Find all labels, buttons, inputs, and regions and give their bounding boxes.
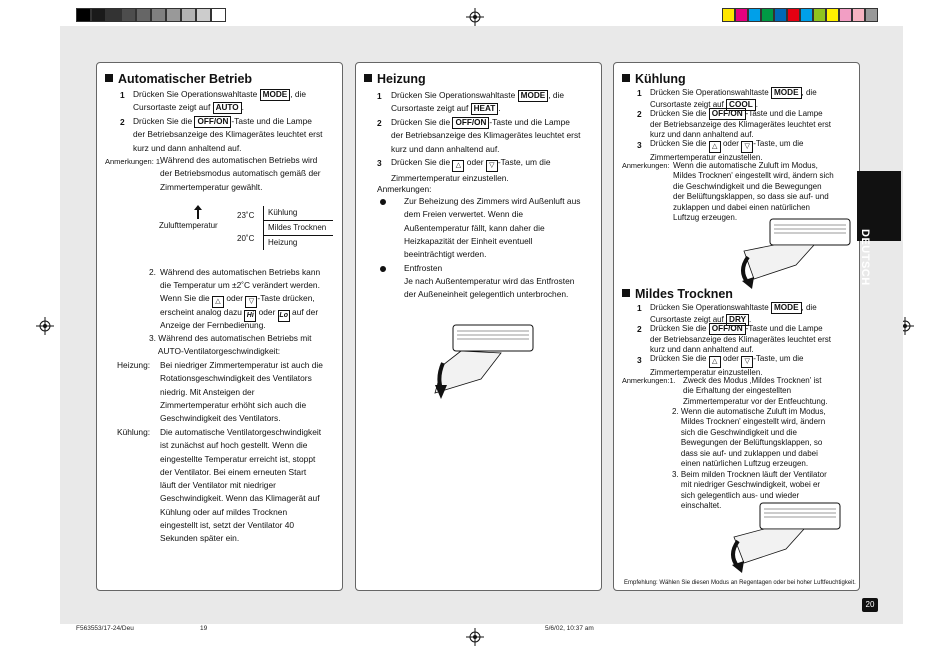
calibration-swatch — [748, 8, 761, 22]
calibration-swatch — [774, 8, 787, 22]
cooling-note: Wenn die automatische Zuluft im Modus, Mildes Trocknen' eingestellt wird, ändern sich die Geschwindigkeit und die Bewegungen der Belüftungsklappen, so dass sie auf- und zuklappen und dabei einen natürlichen Luftzug erzeugen. — [673, 161, 834, 223]
lo-display-icon: Lo — [278, 310, 290, 322]
up-triangle-icon: △ — [709, 141, 721, 153]
cool-key: COOL — [726, 99, 756, 111]
dry-key: DRY — [726, 314, 749, 326]
calibration-swatch — [136, 8, 151, 22]
bullet-icon — [380, 199, 386, 205]
air-conditioner-cooling-illustration — [734, 217, 854, 293]
cooling-text: Die automatische Ventilatorgeschwindigkeit ist zunächst auf hoch gestellt. Wenn die eingestellte Temperatur erreicht ist, stoppt der Ventilator. Bei einem erneuten Start läuft der Ventilator mit niedriger Geschwindigkeit. Wenn das Klimagerät auf Kühlung oder auf mildes Trocknen eingestellt ist, setzt der Ventilator 40 Sekunden später ein. — [160, 427, 322, 544]
step-number: 3 — [637, 355, 642, 365]
step-3-text: Drücken Sie die △ oder ▽ -Taste, um die Zimmertemperatur einzustellen. — [391, 157, 551, 183]
off-on-key: OFF/ON — [709, 108, 746, 120]
diagram-ylabel: Zulufttemperatur — [159, 221, 218, 230]
calibration-swatch — [166, 8, 181, 22]
up-arrow-icon — [193, 205, 203, 219]
calibration-swatch — [865, 8, 878, 22]
step-3-text: Drücken Sie die △ oder ▽ -Taste, um die Zimmertemperatur einzustellen. — [650, 354, 804, 377]
calibration-swatch — [91, 8, 106, 22]
off-on-key: OFF/ON — [194, 116, 231, 128]
section-title: Heizung — [364, 72, 426, 86]
calibration-swatch — [151, 8, 166, 22]
calibration-swatch — [106, 8, 121, 22]
notes-label: Anmerkungen:1. — [622, 376, 676, 385]
calibration-swatch — [735, 8, 748, 22]
step-1-text: Drücken Sie Operationswahltaste MODE , die Cursortaste zeigt auf DRY . — [650, 303, 817, 324]
calibration-swatch — [787, 8, 800, 22]
step-2-text: Drücken Sie die OFF/ON -Taste und die Lampe der Betriebsanzeige des Klimagerätes leuchtet erst kurz und dann anhaltend auf. — [650, 109, 831, 140]
note-3: 3. Während des automatischen Betriebs mit AUTO-Ventilatorgeschwindigkeit: — [149, 333, 312, 357]
calibration-swatch — [839, 8, 852, 22]
mode-key: MODE — [771, 87, 802, 99]
off-on-key: OFF/ON — [709, 323, 746, 335]
note-1: Während des automatischen Betriebs wird der Betriebsmodus automatisch gemäß der Zimmertemperatur gewählt. — [160, 155, 321, 192]
mode-key: MODE — [260, 89, 291, 101]
registration-mark-bottom — [466, 628, 484, 646]
notes-label: Anmerkungen: — [622, 161, 670, 170]
calibration-swatch — [196, 8, 211, 22]
step-number: 2 — [120, 117, 125, 127]
notes-label: Anmerkungen: 1. — [105, 157, 163, 166]
mode-cooling: Kühlung — [268, 208, 298, 217]
step-2-text: Drücken Sie die OFF/ON -Taste und die Lampe der Betriebsanzeige des Klimagerätes leuchtet erst kurz und dann anhaltend auf. — [650, 324, 831, 355]
step-1-text: Drücken Sie Operationswahltaste MODE , die Cursortaste zeigt auf AUTO . — [133, 89, 307, 113]
step-number: 2 — [637, 109, 642, 119]
cooling-label: Kühlung: — [117, 427, 151, 437]
step-number: 1 — [377, 91, 382, 101]
step-number: 2 — [377, 118, 382, 128]
footer-file: F563553/17-24/Deu — [76, 625, 134, 632]
calibration-swatch — [852, 8, 865, 22]
section-heating — [355, 62, 602, 591]
step-2-text: Drücken Sie die OFF/ON -Taste und die Lampe der Betriebsanzeige des Klimagerätes leuchtet erst kurz und dann anhaltend auf. — [391, 117, 581, 154]
page-number: 20 — [862, 598, 878, 612]
up-triangle-icon: △ — [709, 356, 721, 368]
up-triangle-icon: △ — [212, 296, 224, 308]
step-2-text: Drücken Sie die OFF/ON -Taste und die Lampe der Betriebsanzeige des Klimagerätes leuchtet erst kurz und dann anhaltend auf. — [133, 116, 323, 153]
calibration-swatch — [211, 8, 226, 22]
note-2-line4: erscheint analog dazu Hi oder Lo auf der — [160, 306, 318, 322]
mode-dry: Mildes Trocknen — [268, 223, 327, 232]
section-title-cooling: Kühlung — [622, 72, 686, 86]
calibration-swatch — [761, 8, 774, 22]
dry-note-3: 3. Beim milden Trocknen läuft der Ventilator mit niedriger Geschwindigkeit, wobei er sich gelegentlich aus- und wieder einschaltet. — [672, 470, 827, 511]
section-cooling-dry — [613, 62, 860, 591]
registration-mark-left — [36, 317, 54, 335]
recommendation: Empfehlung: Wählen Sie diesen Modus an Regentagen oder bei hoher Luftfeuchtigkeit. — [624, 580, 856, 586]
note-2-line3: Wenn Sie die △ oder ▽ -Taste drücken, — [160, 292, 315, 308]
note-2-text: Während des automatischen Betriebs kann die Temperatur um ±2˚C verändert werden. — [160, 267, 321, 291]
step-number: 1 — [120, 90, 125, 100]
language-tab: DEUTSCH — [857, 171, 901, 241]
down-triangle-icon: ▽ — [245, 296, 257, 308]
note-bullet-1: Zur Beheizung des Zimmers wird Außenluft aus dem Freien verwertet. Wenn die Außentemperatur fällt, kann daher die Heizkapazität der Einheit eventuell beeinträchtigt werden. — [404, 196, 581, 260]
footer-page: 19 — [200, 625, 208, 632]
mode-heating: Heizung — [268, 238, 298, 247]
calibration-swatch — [722, 8, 735, 22]
step-number: 3 — [637, 140, 642, 150]
calibration-swatch — [813, 8, 826, 22]
registration-mark-top — [466, 8, 484, 26]
down-triangle-icon: ▽ — [741, 356, 753, 368]
step-1-text: Drücken Sie Operationswahltaste MODE , die Cursortaste zeigt auf COOL . — [650, 88, 817, 109]
step-number: 1 — [637, 88, 642, 98]
up-triangle-icon: △ — [452, 160, 464, 172]
bullet-icon — [380, 266, 386, 272]
step-number: 1 — [637, 303, 642, 313]
hi-display-icon: Hi — [244, 310, 256, 322]
heat-key: HEAT — [471, 103, 499, 115]
defrost-text: Je nach Außentemperatur wird das Entfrosten der Außeneinheit gelegentlich unterbrochen. — [404, 276, 575, 300]
down-triangle-icon: ▽ — [741, 141, 753, 153]
section-auto — [96, 62, 343, 591]
step-number: 3 — [377, 158, 382, 168]
temp-23: 23˚C — [237, 211, 255, 220]
auto-key: AUTO — [213, 102, 242, 114]
temp-20: 20˚C — [237, 234, 255, 243]
section-title-dry: Mildes Trocknen — [622, 287, 733, 301]
calibration-swatch — [800, 8, 813, 22]
footer-date: 5/6/02, 10:37 am — [545, 625, 594, 632]
dry-note-2: 2. Wenn die automatische Zuluft im Modus, Mildes Trocknen' eingestellt wird, ändern sich die Geschwindigkeit und die Bewegungen der Belüftungsklappen, so dass sie auf- und zuklappen und dabei einen natürlichen Luftzug erzeugen. — [672, 407, 826, 469]
calibration-swatch — [121, 8, 136, 22]
step-1-text: Drücken Sie Operationswahltaste MODE , die Cursortaste zeigt auf HEAT . — [391, 90, 565, 114]
mode-key: MODE — [771, 302, 802, 314]
section-title: Automatischer Betrieb — [105, 72, 252, 86]
air-conditioner-dry-illustration — [724, 501, 844, 577]
calibration-swatch — [826, 8, 839, 22]
dry-note-1: Zweck des Modus ‚Mildes Trocknen' ist die Erhaltung der eingestellten Zimmertemperatur vor der Entfeuchtung. — [683, 376, 828, 406]
calibration-swatch — [76, 8, 91, 22]
off-on-key: OFF/ON — [452, 117, 489, 129]
air-conditioner-heating-illustration — [431, 321, 541, 401]
note-2-line5: Anzeige der Fernbedienung. — [160, 320, 266, 330]
step-number: 2 — [637, 324, 642, 334]
notes-label: Anmerkungen: — [377, 184, 432, 194]
heating-label: Heizung: — [117, 360, 151, 370]
heating-text: Bei niedriger Zimmertemperatur ist auch die Rotationsgeschwindigkeit des Ventilators niedrig. Mit Ansteigen der Zimmertemperatur erhöht sich auch die Geschwindigkeit des Ventilators. — [160, 360, 323, 424]
down-triangle-icon: ▽ — [486, 160, 498, 172]
calibration-swatch — [181, 8, 196, 22]
note-2-number: 2. — [149, 267, 156, 277]
mode-key: MODE — [518, 90, 549, 102]
defrost-title: Entfrosten — [404, 263, 443, 273]
step-3-text: Drücken Sie die △ oder ▽ -Taste, um die Zimmertemperatur einzustellen. — [650, 139, 804, 162]
